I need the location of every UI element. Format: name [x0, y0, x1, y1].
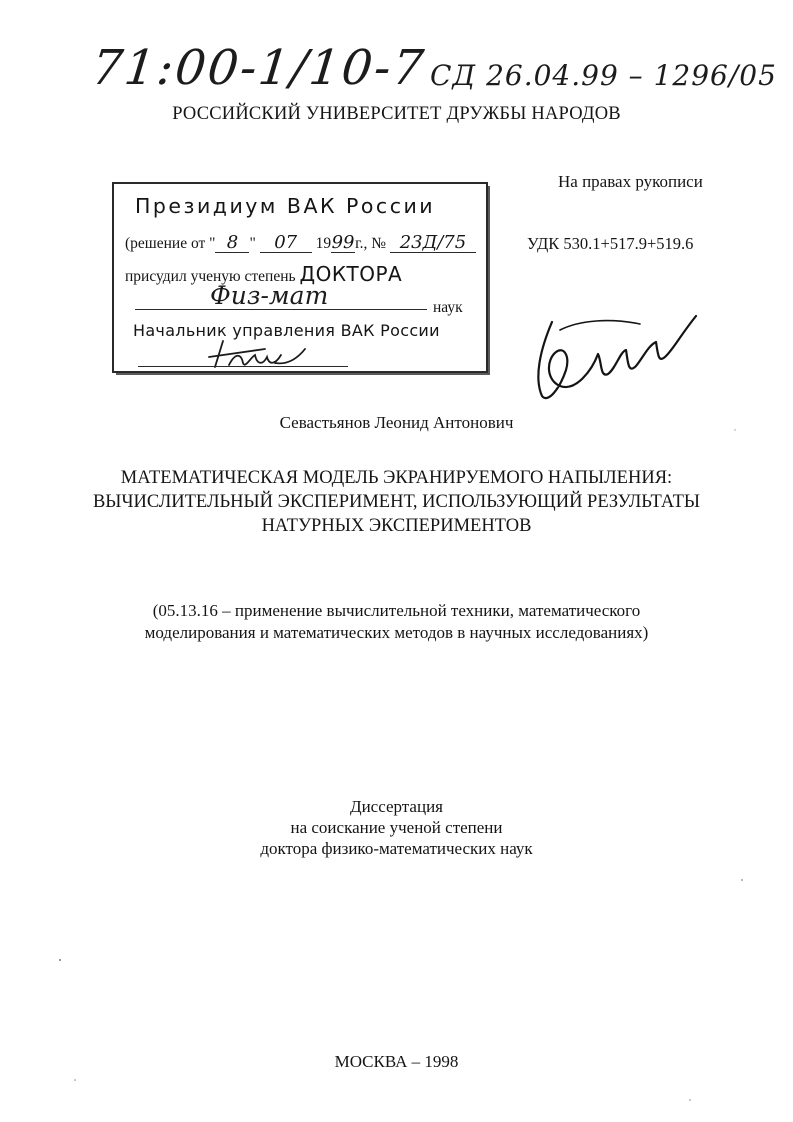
stamp-awarded-text: присудил ученую степень [125, 268, 296, 285]
dissertation-type: Диссертация [349, 797, 443, 816]
title-line-3: НАТУРНЫХ ЭКСПЕРИМЕНТОВ [261, 516, 532, 536]
stamp-decision-year-prefix: 19 [315, 235, 332, 252]
stamp-head-title: Начальник управления ВАК России [133, 321, 440, 340]
stamp-field-handwritten: Физ-мат [210, 281, 329, 310]
title-line-2: ВЫЧИСЛИТЕЛЬНЫЙ ЭКСПЕРИМЕНТ, ИСПОЛЬЗУЮЩИЙ РЕЗУЛЬТАТЫ [92, 492, 701, 512]
rights-notice: На правах рукописи [558, 172, 703, 191]
stamp-decision-prefix: (решение от " [125, 235, 216, 252]
registration-date: СД 26.04.99 – 1296/05 [430, 59, 777, 92]
university-name: РОССИЙСКИЙ УНИВЕРСИТЕТ ДРУЖБЫ НАРОДОВ [172, 104, 621, 124]
udc-code: УДК 530.1+517.9+519.6 [527, 234, 694, 253]
stamp-decision-month: 07 [260, 234, 312, 253]
stamp-sciences: наук [433, 299, 463, 316]
stamp-decision-year: 99 [331, 232, 355, 253]
dissertation-degree-line-1: на соискание ученой степени [290, 818, 503, 837]
dissertation-degree-line-2: доктора физико-математических наук [260, 839, 533, 858]
stamp-decision-number: 23Д/75 [390, 234, 476, 253]
registration-number: 71:00-1/10-7 [89, 40, 429, 96]
specialty-line-1: (05.13.16 – применение вычислительной техники, математического [152, 601, 641, 620]
author-name: Севастьянов Леонид Антонович [279, 413, 514, 432]
stamp-decision-day: 8 [215, 234, 249, 253]
stamp-decision-num-prefix: г., № [355, 235, 387, 252]
city-year: МОСКВА – 1998 [334, 1052, 459, 1071]
stamp-degree: ДОКТОРА [299, 262, 403, 286]
title-line-1: МАТЕМАТИЧЕСКАЯ МОДЕЛЬ ЭКРАНИРУЕМОГО НАПЫЛЕНИЯ: [120, 468, 673, 488]
stamp-decision-quote: " [249, 235, 256, 252]
stamp-title: Президиум ВАК России [135, 194, 436, 218]
specialty-line-2: моделирования и математических методов в научных исследованиях) [144, 623, 649, 642]
